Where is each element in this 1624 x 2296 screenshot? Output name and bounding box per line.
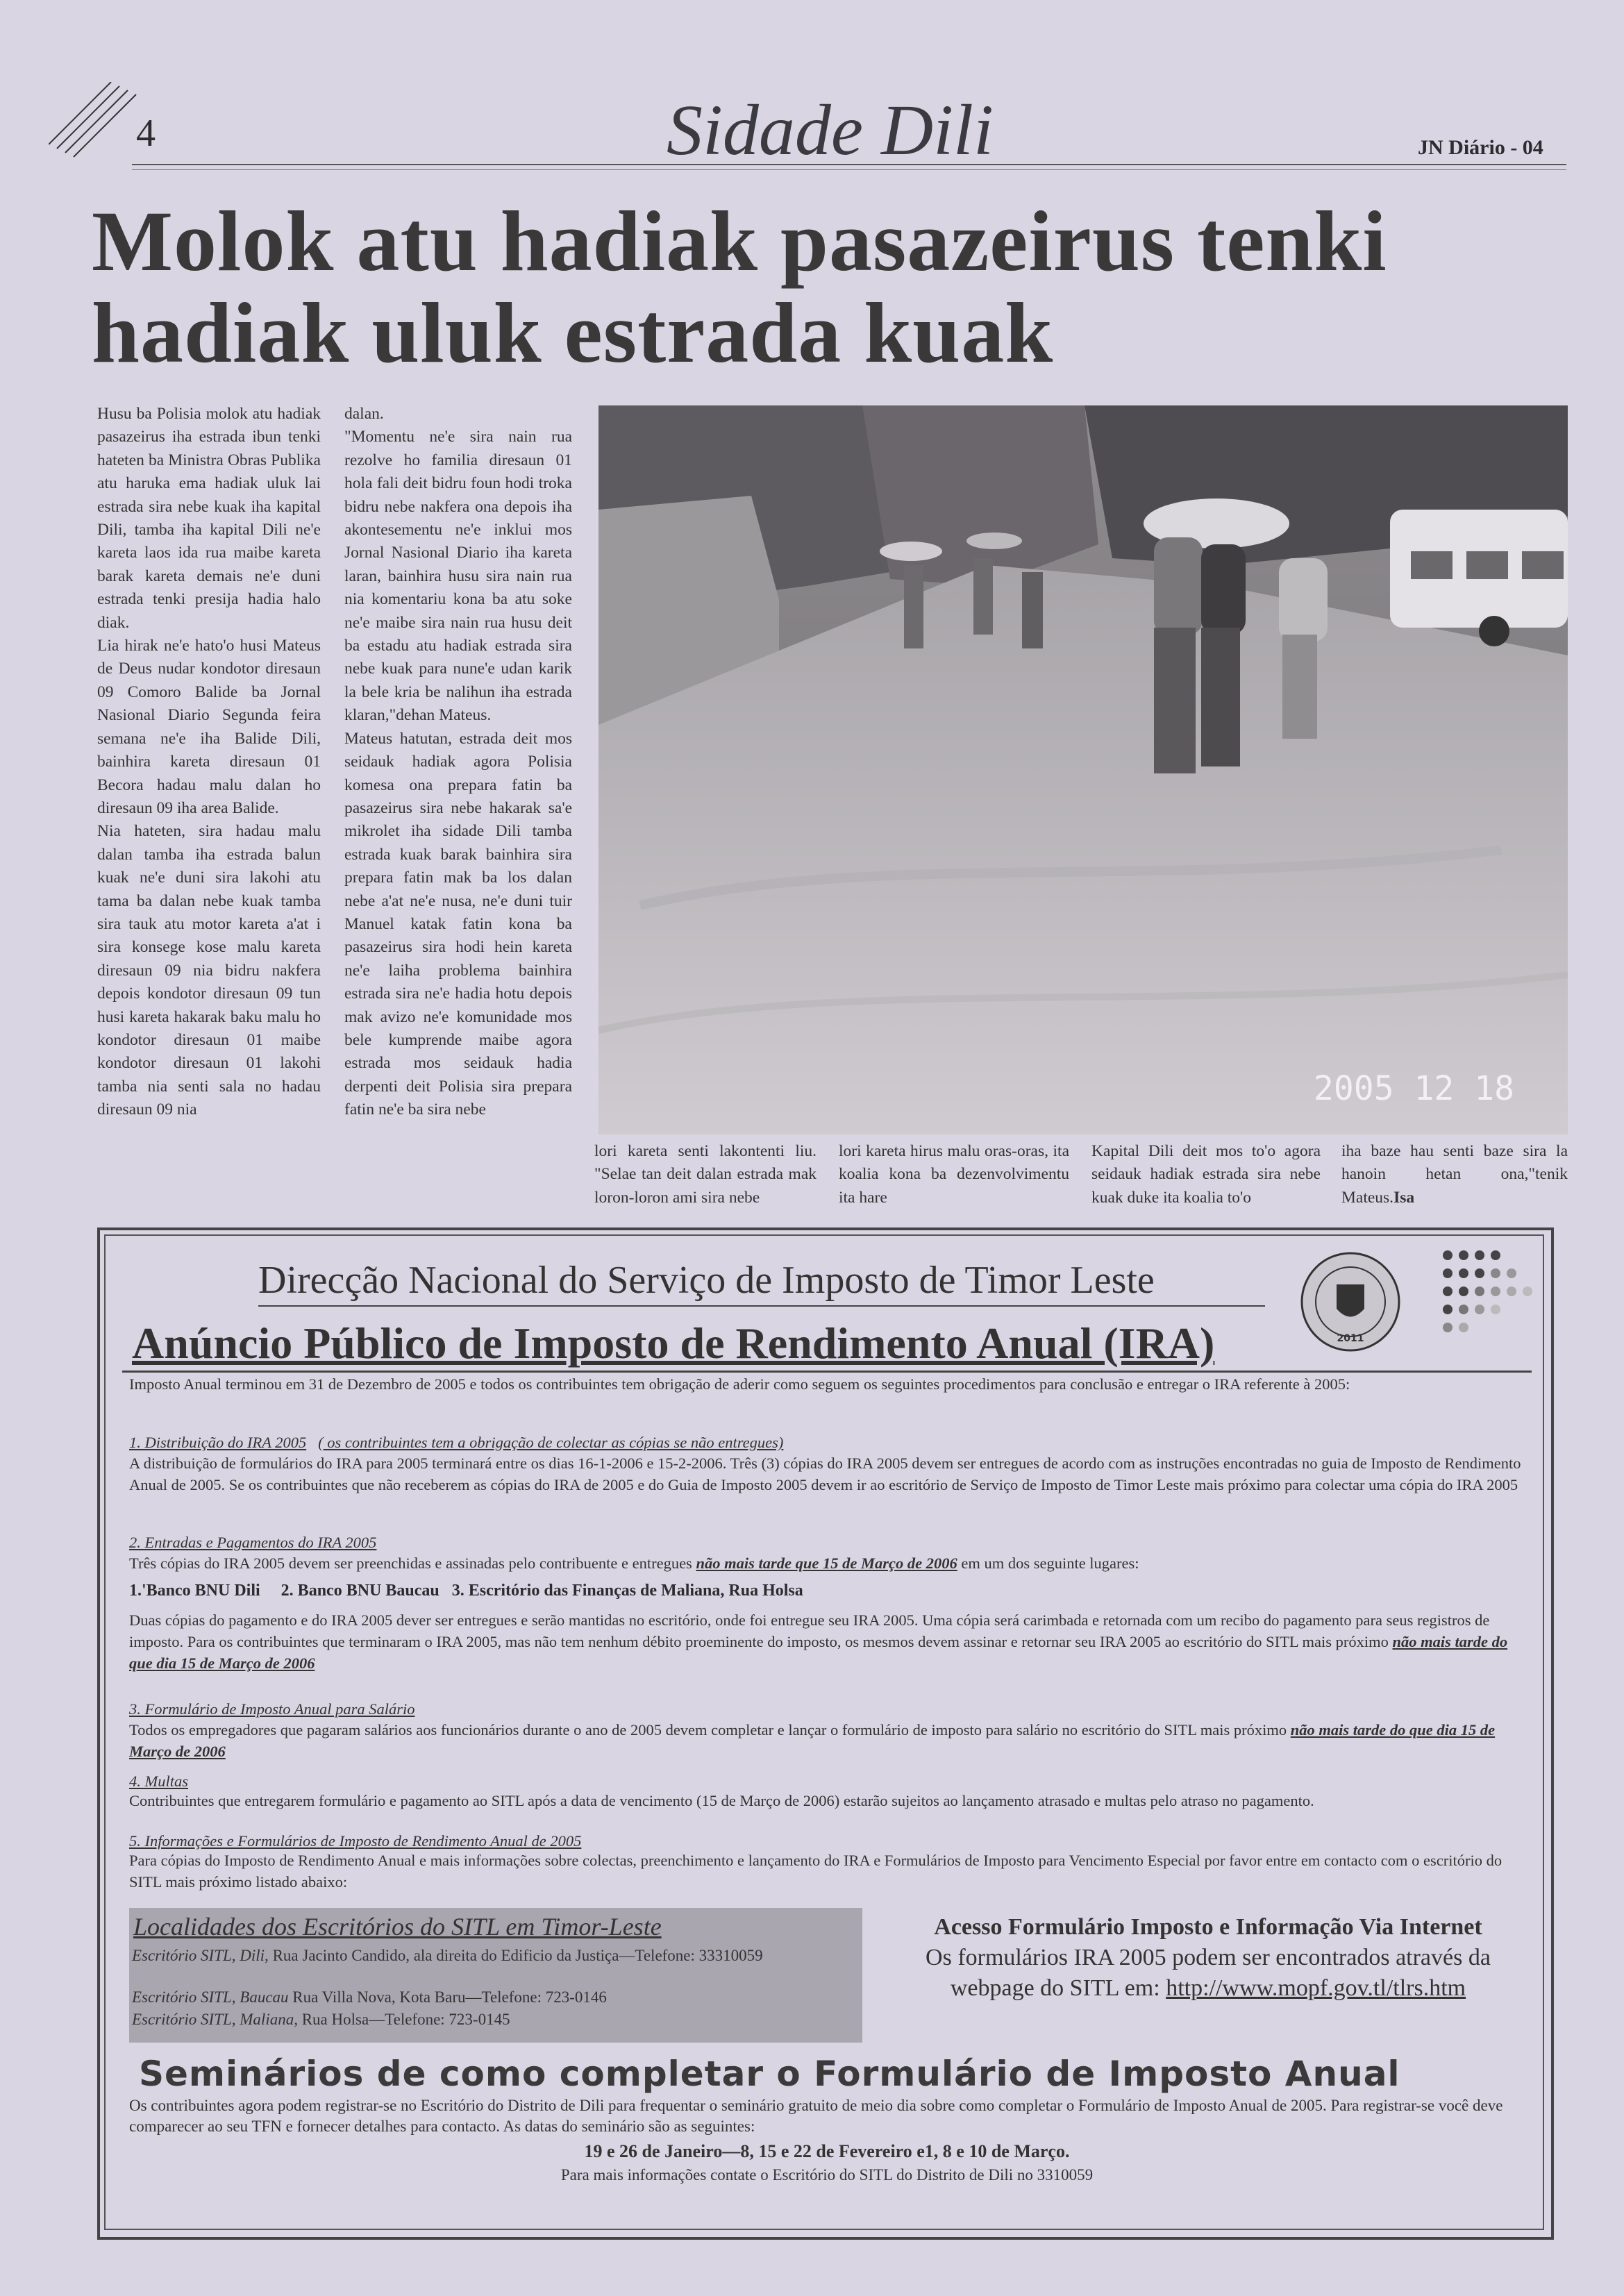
section-1-heading: 1. Distribuição do IRA 2005 ( os contribuintes tem a obrigação de colectar as cópias se não entregues) — [129, 1434, 784, 1451]
offices-title: Localidades dos Escritórios do SITL em Timor-Leste — [133, 1913, 662, 1941]
section-2-details: Duas cópias do pagamento e do IRA 2005 dever ser entregues e serão mantidas no escritório, onde foi entregue seu IRA 2005. Uma cópia será carimbada e retornada com um recibo do pagamento para seus registros de imposto. Para os contribuintes que terminaram o IRA 2005, mas não tem nenhum débito proeminente do imposto, os mesmos devem assinar e retornar seu IRA 2005 ao escritório do SITL mais próximo não mais tarde do que dia 15 de Março de 2006 — [129, 1611, 1508, 1672]
section-1-body: A distribuição de formulários do IRA para 2005 terminará entre os dias 16-1-2006 e 15-2-2006. Três (3) cópias do IRA 2005 devem ser entregues de acordo com as instruções encontradas no guia de Imposto de Rendimento Anual de 2005. Se os contribuintes que não receberem as cópias do IRA de 2005 e do Guia de Imposto 2005 devem ir ao escritório de Serviço de Imposto de Timor Leste mais próximo para colectar uma cópia do IRA 2005 — [129, 1455, 1521, 1493]
seminar-title: Seminários de como completar o Formulário de Imposto Anual — [139, 2054, 1400, 2094]
caption-column-1: lori kareta senti lakontenti liu. "Selae tan deit dalan estrada mak loron-loron ami sira nebe — [594, 1142, 817, 1207]
page-number: 4 — [136, 112, 156, 155]
paragraph: "Momentu ne'e sira nain rua rezolve ho familia diresaun 01 hola fali deit bidru foun hodi troka bidru nebe nakfera ona depois iha akontesementu ne'e inklui mos Jornal Nasional Diario iha kareta laran, bainhira husu sira nain rua nia komentariu kona ba atu soke ne'e maibe sira nain rua husu deit ba estadu atu hadiak estrada sira nebe kuak para nune'e udan karik la bele kria be nalihun iha estrada klaran,"dehan Mateus. — [344, 428, 572, 725]
office-maliana: Escritório SITL, Maliana, Rua Holsa—Telefone: 723-0145 — [132, 2011, 510, 2028]
section-3-body: Todos os empregadores que pagaram salários aos funcionários durante o ano de 2005 devem completar e lançar o formulário de imposto para salário no escritório do SITL mais próximo não mais tarde do que dia 15 de Março de 2006 — [129, 1721, 1496, 1760]
internet-access-block — [882, 1912, 1534, 2004]
paragraph: Nia hateten, sira hadau malu dalan tamba iha estrada balun kuak ne'e duni sira lakohi atu tama ba dalan nebe kuak tamba sira tauk atu motor kareta a'at i sira konsege kose malu kareta diresaun 09 nia bidru nakfera depois kondotor diresaun 09 tun husi kareta hakarak baku malu ho kondotor diresaun 01 maibe kondotor diresaun 01 lakohi tamba nia senti sala no hadau diresaun 09 nia — [97, 822, 321, 1119]
section-2-body: Três cópias do IRA 2005 devem ser preenchidas e assinadas pelo contribuente e entregues não mais tarde que 15 de Março de 2006 em um dos seguinte lugares: — [129, 1555, 1139, 1572]
paragraph: Lia hirak ne'e hato'o husi Mateus de Deus nudar kondotor diresaun 09 Comoro Balide ba Jornal Nasional Diario Segunda feira semana ne'e iha Balide Dili, bainhira kareta diresaun 01 Becora hadau malu dalan ho diresaun 09 iha area Balide. — [97, 637, 321, 817]
internet-text: Os formulários IRA 2005 podem ser encontrados através da webpage do SITL em: http://www.mopf.gov.tl/tlrs.htm — [926, 1945, 1491, 2001]
sitl-url-link[interactable]: http://www.mopf.gov.tl/tlrs.htm — [1166, 1975, 1466, 2001]
author: Isa — [1393, 1188, 1415, 1207]
seminar-text: Os contribuintes agora podem registrar-se no Escritório do Distrito de Dili para frequentar o seminário gratuito de meio dia sobre como completar o Formulário de Imposto Anual de 2005. Para registrar-se você deve comparecer ao seu TFN e fornecer detalhes para contacto. As datas do seminário são as seguintes: — [129, 2097, 1503, 2135]
header-rule — [132, 164, 1566, 165]
ad-subtitle: Anúncio Público de Imposto de Rendimento Anual (IRA) — [132, 1318, 1215, 1368]
seminar-dates: 19 e 26 de Janeiro—8, 15 e 22 de Fevereiro e1, 8 e 10 de Março. — [584, 2141, 1070, 2161]
section-2-heading: 2. Entradas e Pagamentos do IRA 2005 — [129, 1534, 377, 1551]
section-5-heading: 5. Informações e Formulários de Imposto de Rendimento Anual de 2005 — [129, 1832, 582, 1850]
caption-column-2: lori kareta hirus malu oras-oras, ita koalia kona ba dezenvolvimentu ita hare — [839, 1142, 1069, 1207]
caption-column-4 — [1341, 1140, 1568, 1209]
ad-title: Direcção Nacional do Serviço de Imposto de Timor Leste — [258, 1259, 1155, 1302]
street-photo — [598, 405, 1568, 1134]
article-column-1 — [97, 403, 321, 1122]
ad-divider — [122, 1371, 1532, 1373]
office-baucau: Escritório SITL, Baucau Rua Villa Nova, Kota Baru—Telefone: 723-0146 — [132, 1988, 607, 2006]
header-rule-thin — [132, 169, 1566, 170]
paragraph: dalan. — [344, 405, 384, 423]
photo-date-stamp: 2005 12 18 — [1314, 1069, 1514, 1108]
ad-intro: Imposto Anual terminou em 31 de Dezembro de 2005 e todos os contribuintes tem obrigação de aderir como seguem os seguintes procedimentos para conclusão e entregar o IRA referente à 2005: — [129, 1375, 1350, 1393]
article-headline: Molok atu hadiak pasazeirus tenki hadiak uluk estrada kuak — [92, 194, 1387, 380]
section-4-heading: 4. Multas — [129, 1773, 189, 1790]
section-5-body: Para cópias do Imposto de Rendimento Anual e mais informações sobre colectas, preenchimento e lançamento do IRA e Formulários de Imposto para Vencimento Especial por favor entre em contacto com o escritório do SITL mais próximo listado abaixo: — [129, 1852, 1502, 1891]
svg-text:2011: 2011 — [1337, 1333, 1364, 1344]
caption-text: iha baze hau senti baze sira la hanoin hetan ona,"tenik Mateus. — [1341, 1142, 1568, 1207]
tax-seal-icon — [1298, 1250, 1403, 1354]
seminar-contact: Para mais informações contate o Escritório do SITL do Distrito de Dili no 3310059 — [560, 2166, 1094, 2184]
paragraph: Mateus hatutan, estrada deit mos seidauk hadiak agora Polisia komesa ona prepara fatin ba pasazeirus sira nebe hakarak sa'e mikrolet iha sidade Dili tamba estrada kuak barak bainhira sira prepara fatin mak ba los dalan nebe a'at ne'e nusa, ne'e duni tuir Manuel katak fatin kona ba pasazeirus sira hodi hein kareta ne'e laiha problema bainhira estrada sira ne'e hadia hotu depois mak avizo ne'e komunidade mos bele kumprende maibe agora estrada mos seidauk hadia derpenti deit Polisia sira prepara fatin ne'e ba sira nebe — [344, 729, 572, 1119]
ad-title-rule — [258, 1305, 1265, 1307]
section-4-body: Contribuintes que entregarem formulário e pagamento ao SITL após a data de vencimento (15 de Março de 2006) estarão sujeitos ao lançamento atrasado e multas pelo atraso no pagamento. — [129, 1792, 1314, 1809]
section-title: Sidade Dili — [667, 90, 994, 170]
payment-locations: 1.'Banco BNU Dili 2. Banco BNU Baucau 3. Escritório das Finanças de Maliana, Rua Holsa — [129, 1582, 803, 1600]
internet-title: Acesso Formulário Imposto e Informação Via Internet — [934, 1914, 1482, 1940]
paragraph: Husu ba Polisia molok atu hadiak pasazeirus iha estrada ibun tenki hateten ba Ministra Obras Publika atu haruka ema hadiak uluk lai estrada sira nebe kuak iha kapital Dili, tamba iha kapital Dili ne'e kareta laos ida rua maibe kareta barak kareta demais ne'e duni estrada tenki presija hadia halo diak. — [97, 405, 321, 632]
publication-label: JN Diário - 04 — [1418, 136, 1543, 159]
dot-grid-logo-icon — [1437, 1247, 1541, 1337]
office-dili: Escritório SITL, Dili, Rua Jacinto Candido, ala direita do Edificio da Justiça—Telefone: 33310059 — [132, 1947, 763, 1964]
caption-column-3: Kapital Dili deit mos to'o agora seidauk hadiak estrada sira nebe kuak duke ita koalia to'o — [1091, 1142, 1321, 1207]
article-column-2 — [344, 403, 572, 1122]
section-3-heading: 3. Formulário de Imposto Anual para Salário — [129, 1700, 415, 1718]
